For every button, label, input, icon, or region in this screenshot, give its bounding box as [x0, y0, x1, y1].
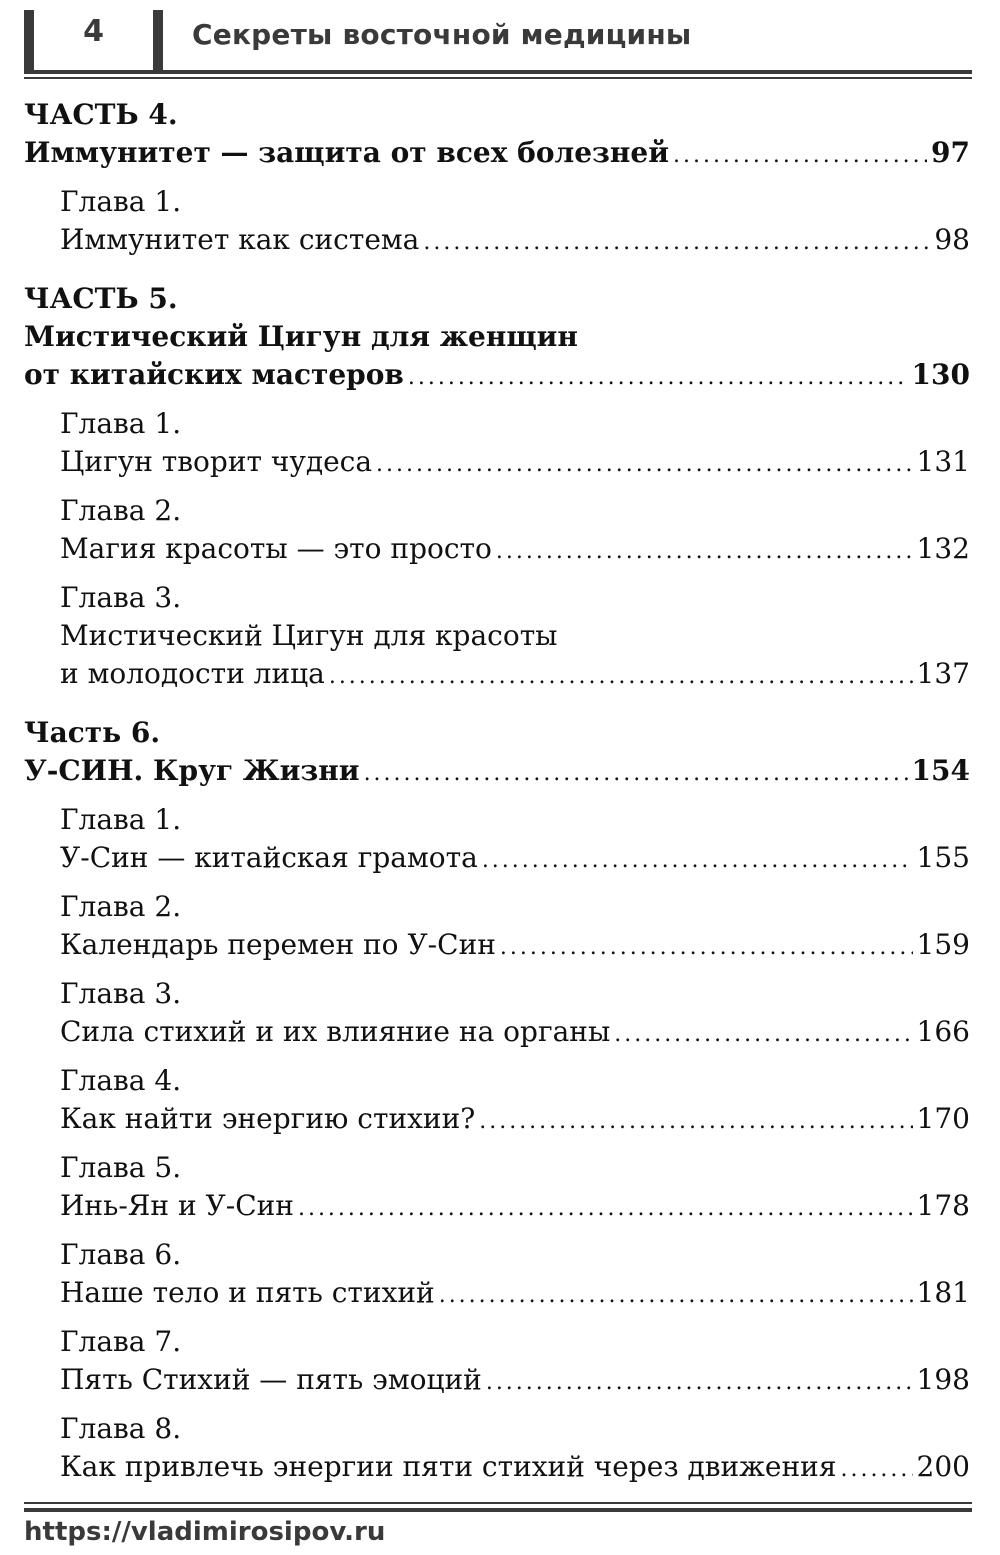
- toc-chapter: [24, 975, 970, 1054]
- entry-page: 98: [934, 223, 970, 256]
- toc-entry-chapter[interactable]: [24, 1448, 970, 1489]
- toc-chapter: [24, 492, 970, 571]
- toc-chapter: [24, 1236, 970, 1315]
- toc-entry-chapter[interactable]: [24, 221, 970, 262]
- dot-leader: [496, 530, 913, 571]
- entry-title: Магия красоты — это просто: [60, 532, 492, 565]
- header-rule-thick: [24, 70, 972, 74]
- toc-entry-chapter[interactable]: [24, 530, 970, 571]
- entry-page: 181: [916, 1276, 970, 1309]
- toc-part-5: [24, 280, 970, 696]
- entry-page: 155: [916, 841, 970, 874]
- chapter-label: Глава 4.: [60, 1064, 182, 1097]
- entry-title: Пять Стихий — пять эмоций: [60, 1363, 482, 1396]
- entry-page: 154: [911, 754, 970, 787]
- part-label: ЧАСТЬ 4.: [24, 98, 178, 131]
- toc-chapter: [24, 183, 970, 262]
- header-bar-divider: [153, 10, 163, 72]
- entry-page: 159: [916, 928, 970, 961]
- chapter-label: Глава 3.: [60, 977, 182, 1010]
- entry-page: 198: [916, 1363, 970, 1396]
- toc-entry-part[interactable]: [24, 134, 970, 175]
- entry-page: 97: [931, 136, 970, 169]
- chapter-label: Глава 5.: [60, 1151, 182, 1184]
- dot-leader: [329, 655, 913, 696]
- toc-chapter: [24, 888, 970, 967]
- dot-leader: [298, 1187, 913, 1228]
- dot-leader: [376, 443, 913, 484]
- part-label: Часть 6.: [24, 716, 161, 749]
- table-of-contents: [24, 96, 970, 1489]
- footer-url-link[interactable]: https://vladimirosipov.ru: [24, 1517, 386, 1547]
- toc-entry-chapter[interactable]: [24, 1100, 970, 1141]
- entry-title: Иммунитет как система: [60, 223, 420, 256]
- toc-entry-part[interactable]: [24, 752, 970, 793]
- chapter-label: Глава 6.: [60, 1238, 182, 1271]
- entry-title: У-Син — китайская грамота: [60, 841, 478, 874]
- toc-entry-chapter[interactable]: [24, 655, 970, 696]
- dot-leader: [364, 752, 908, 793]
- entry-title: Наше тело и пять стихий: [60, 1276, 435, 1309]
- chapter-label: Глава 1.: [60, 803, 182, 836]
- toc-chapter: [24, 1323, 970, 1402]
- chapter-label: Глава 2.: [60, 890, 182, 923]
- entry-title: Как привлечь энергии пяти стихий через движения: [60, 1450, 837, 1483]
- dot-leader: [439, 1274, 913, 1315]
- toc-entry-chapter[interactable]: [24, 839, 970, 880]
- entry-title: Сила стихий и их влияние на органы: [60, 1015, 611, 1048]
- toc-entry-part[interactable]: [24, 356, 970, 397]
- toc-entry-chapter[interactable]: [24, 443, 970, 484]
- chapter-label: Глава 2.: [60, 494, 182, 527]
- dot-leader: [479, 1100, 912, 1141]
- entry-page: 170: [916, 1102, 970, 1135]
- chapter-label: Глава 3.: [60, 581, 182, 614]
- entry-page: 130: [911, 358, 970, 391]
- dot-leader: [840, 1448, 912, 1489]
- chapter-label: Глава 1.: [60, 185, 182, 218]
- entry-page: 132: [916, 532, 970, 565]
- toc-chapter: [24, 1410, 970, 1489]
- toc-chapter: [24, 579, 970, 696]
- entry-page: 178: [916, 1189, 970, 1222]
- entry-title-line: Мистический Цигун для красоты: [60, 619, 558, 652]
- dot-leader: [673, 134, 927, 175]
- toc-chapter: [24, 405, 970, 484]
- entry-title: Иммунитет — защита от всех болезней: [24, 136, 669, 169]
- page-header: [0, 0, 1000, 80]
- toc-chapter: [24, 1149, 970, 1228]
- toc-part-4: [24, 96, 970, 262]
- entry-title: Инь-Ян и У-Син: [60, 1189, 294, 1222]
- dot-leader: [482, 839, 913, 880]
- entry-title: Цигун творит чудеса: [60, 445, 373, 478]
- footer-rule-thin: [24, 1502, 972, 1504]
- entry-title: и молодости лица: [60, 657, 325, 690]
- footer-rule-thick: [24, 1508, 972, 1512]
- dot-leader: [423, 221, 930, 262]
- entry-title-line: Мистический Цигун для женщин: [24, 320, 578, 353]
- entry-page: 137: [916, 657, 970, 690]
- header-rule-thin: [24, 77, 972, 79]
- dot-leader: [486, 1361, 913, 1402]
- dot-leader: [500, 926, 913, 967]
- entry-title: Календарь перемен по У-Син: [60, 928, 496, 961]
- toc-entry-chapter[interactable]: [24, 1013, 970, 1054]
- toc-chapter: [24, 1062, 970, 1141]
- toc-entry-chapter[interactable]: [24, 1187, 970, 1228]
- entry-page: 131: [916, 445, 970, 478]
- toc-entry-chapter[interactable]: [24, 926, 970, 967]
- entry-title: от китайских мастеров: [24, 358, 404, 391]
- toc-entry-chapter[interactable]: [24, 1274, 970, 1315]
- toc-part-6: [24, 714, 970, 1489]
- toc-chapter: [24, 801, 970, 880]
- toc-entry-chapter[interactable]: [24, 1361, 970, 1402]
- entry-page: 200: [916, 1450, 970, 1483]
- dot-leader: [614, 1013, 912, 1054]
- page-number: 4: [83, 14, 104, 49]
- chapter-label: Глава 1.: [60, 407, 182, 440]
- chapter-label: Глава 7.: [60, 1325, 182, 1358]
- book-title: Секреты восточной медицины: [192, 18, 692, 51]
- header-bar-left: [24, 10, 34, 72]
- entry-title: У-СИН. Круг Жизни: [24, 754, 360, 787]
- entry-page: 166: [916, 1015, 970, 1048]
- part-label: ЧАСТЬ 5.: [24, 282, 178, 315]
- entry-title: Как найти энергию стихии?: [60, 1102, 476, 1135]
- chapter-label: Глава 8.: [60, 1412, 182, 1445]
- dot-leader: [408, 356, 908, 397]
